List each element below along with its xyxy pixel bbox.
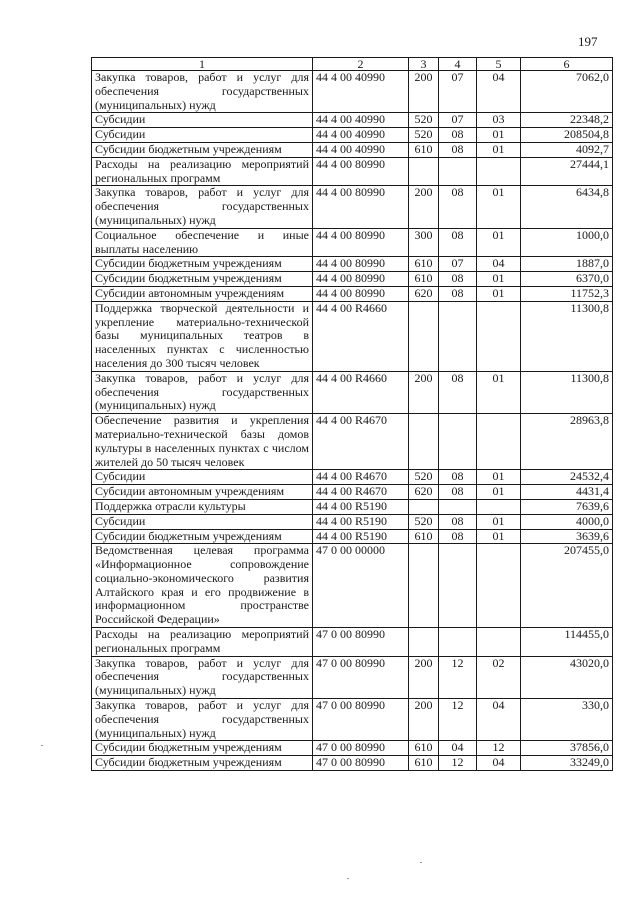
amount-cell: 6370,0 bbox=[521, 272, 613, 287]
table-row bbox=[92, 514, 613, 529]
column-header: 1 bbox=[92, 58, 313, 71]
target-code-cell: 44 4 00 R5190 bbox=[313, 514, 409, 529]
target-code-cell: 47 0 00 80990 bbox=[313, 628, 409, 657]
amount-cell: 208504,8 bbox=[521, 128, 613, 143]
table-row bbox=[92, 128, 613, 143]
subsection-cell: 04 bbox=[477, 756, 521, 771]
amount-cell: 1000,0 bbox=[521, 228, 613, 257]
expense-type-cell: 610 bbox=[409, 529, 439, 544]
table-row bbox=[92, 286, 613, 301]
subsection-cell bbox=[477, 301, 521, 371]
table-row bbox=[92, 371, 613, 413]
table-row bbox=[92, 113, 613, 128]
subsection-cell: 01 bbox=[477, 371, 521, 413]
table-row bbox=[92, 257, 613, 272]
amount-cell: 4431,4 bbox=[521, 485, 613, 500]
section-cell: 08 bbox=[439, 371, 477, 413]
amount-cell: 43020,0 bbox=[521, 656, 613, 698]
expense-type-cell: 520 bbox=[409, 470, 439, 485]
amount-cell: 37856,0 bbox=[521, 741, 613, 756]
row-name-cell: Субсидии бюджетным учреждениям bbox=[92, 741, 313, 756]
row-name-cell: Расходы на реализацию мероприятий региональных программ bbox=[92, 628, 313, 657]
row-name-cell: Закупка товаров, работ и услуг для обеспечения государственных (муниципальных) нужд bbox=[92, 71, 313, 113]
expense-type-cell: 300 bbox=[409, 228, 439, 257]
target-code-cell: 44 4 00 R5190 bbox=[313, 529, 409, 544]
subsection-cell bbox=[477, 499, 521, 514]
section-cell: 12 bbox=[439, 699, 477, 741]
subsection-cell bbox=[477, 157, 521, 186]
row-name-cell: Субсидии бюджетным учреждениям bbox=[92, 257, 313, 272]
target-code-cell: 44 4 00 40990 bbox=[313, 113, 409, 128]
target-code-cell: 47 0 00 80990 bbox=[313, 741, 409, 756]
amount-cell: 11752,3 bbox=[521, 286, 613, 301]
row-name-cell: Закупка товаров, работ и услуг для обеспечения государственных (муниципальных) нужд bbox=[92, 186, 313, 228]
expense-type-cell: 200 bbox=[409, 699, 439, 741]
subsection-cell bbox=[477, 414, 521, 470]
target-code-cell: 44 4 00 R5190 bbox=[313, 499, 409, 514]
section-cell: 08 bbox=[439, 142, 477, 157]
table-row bbox=[92, 656, 613, 698]
section-cell bbox=[439, 499, 477, 514]
amount-cell: 6434,8 bbox=[521, 186, 613, 228]
section-cell bbox=[439, 544, 477, 628]
subsection-cell: 02 bbox=[477, 656, 521, 698]
table-row bbox=[92, 186, 613, 228]
table-row bbox=[92, 301, 613, 371]
row-name-cell: Субсидии бюджетным учреждениям bbox=[92, 756, 313, 771]
row-name-cell: Поддержка отрасли культуры bbox=[92, 499, 313, 514]
section-cell: 12 bbox=[439, 756, 477, 771]
row-name-cell: Субсидии bbox=[92, 470, 313, 485]
target-code-cell: 44 4 00 R4660 bbox=[313, 301, 409, 371]
expense-type-cell: 200 bbox=[409, 371, 439, 413]
section-cell bbox=[439, 628, 477, 657]
subsection-cell: 03 bbox=[477, 113, 521, 128]
amount-cell: 207455,0 bbox=[521, 544, 613, 628]
expense-type-cell bbox=[409, 628, 439, 657]
amount-cell: 1887,0 bbox=[521, 257, 613, 272]
subsection-cell: 04 bbox=[477, 257, 521, 272]
amount-cell: 27444,1 bbox=[521, 157, 613, 186]
expense-type-cell: 610 bbox=[409, 741, 439, 756]
table-row bbox=[92, 414, 613, 470]
section-cell: 04 bbox=[439, 741, 477, 756]
scan-speck bbox=[41, 745, 43, 746]
table-row bbox=[92, 529, 613, 544]
row-name-cell: Закупка товаров, работ и услуг для обеспечения государственных (муниципальных) нужд bbox=[92, 656, 313, 698]
section-cell: 08 bbox=[439, 529, 477, 544]
section-cell: 08 bbox=[439, 470, 477, 485]
section-cell: 08 bbox=[439, 272, 477, 287]
column-header: 4 bbox=[439, 58, 477, 71]
scan-speck bbox=[420, 862, 422, 863]
section-cell: 07 bbox=[439, 113, 477, 128]
table-row bbox=[92, 741, 613, 756]
amount-cell: 114455,0 bbox=[521, 628, 613, 657]
expense-type-cell: 520 bbox=[409, 128, 439, 143]
table-row bbox=[92, 272, 613, 287]
section-cell bbox=[439, 301, 477, 371]
row-name-cell: Закупка товаров, работ и услуг для обеспечения государственных (муниципальных) нужд bbox=[92, 371, 313, 413]
table-row bbox=[92, 71, 613, 113]
target-code-cell: 44 4 00 40990 bbox=[313, 142, 409, 157]
amount-cell: 330,0 bbox=[521, 699, 613, 741]
section-cell: 08 bbox=[439, 128, 477, 143]
target-code-cell: 44 4 00 80990 bbox=[313, 228, 409, 257]
row-name-cell: Социальное обеспечение и иные выплаты населению bbox=[92, 228, 313, 257]
target-code-cell: 44 4 00 80990 bbox=[313, 157, 409, 186]
expense-type-cell: 610 bbox=[409, 142, 439, 157]
row-name-cell: Закупка товаров, работ и услуг для обеспечения государственных (муниципальных) нужд bbox=[92, 699, 313, 741]
target-code-cell: 47 0 00 80990 bbox=[313, 699, 409, 741]
subsection-cell: 01 bbox=[477, 529, 521, 544]
table-row bbox=[92, 699, 613, 741]
subsection-cell: 01 bbox=[477, 514, 521, 529]
expense-type-cell bbox=[409, 301, 439, 371]
row-name-cell: Субсидии бюджетным учреждениям bbox=[92, 272, 313, 287]
page-number: 197 bbox=[578, 34, 598, 49]
section-cell: 08 bbox=[439, 485, 477, 500]
budget-table bbox=[91, 57, 613, 771]
expense-type-cell bbox=[409, 499, 439, 514]
subsection-cell: 01 bbox=[477, 470, 521, 485]
amount-cell: 33249,0 bbox=[521, 756, 613, 771]
subsection-cell: 01 bbox=[477, 128, 521, 143]
column-header: 3 bbox=[409, 58, 439, 71]
section-cell: 08 bbox=[439, 514, 477, 529]
row-name-cell: Субсидии бюджетным учреждениям bbox=[92, 529, 313, 544]
table-row bbox=[92, 485, 613, 500]
table-row bbox=[92, 499, 613, 514]
target-code-cell: 47 0 00 80990 bbox=[313, 656, 409, 698]
section-cell bbox=[439, 157, 477, 186]
table-row bbox=[92, 470, 613, 485]
target-code-cell: 44 4 00 40990 bbox=[313, 71, 409, 113]
column-header: 6 bbox=[521, 58, 613, 71]
scan-speck bbox=[347, 878, 349, 879]
row-name-cell: Субсидии bbox=[92, 113, 313, 128]
row-name-cell: Расходы на реализацию мероприятий региональных программ bbox=[92, 157, 313, 186]
expense-type-cell: 200 bbox=[409, 186, 439, 228]
subsection-cell: 01 bbox=[477, 228, 521, 257]
section-cell: 12 bbox=[439, 656, 477, 698]
table-body bbox=[92, 71, 613, 771]
subsection-cell: 01 bbox=[477, 286, 521, 301]
expense-type-cell bbox=[409, 157, 439, 186]
subsection-cell: 01 bbox=[477, 186, 521, 228]
subsection-cell: 01 bbox=[477, 272, 521, 287]
expense-type-cell: 610 bbox=[409, 257, 439, 272]
column-number-row bbox=[92, 58, 613, 71]
table-row bbox=[92, 157, 613, 186]
section-cell: 07 bbox=[439, 71, 477, 113]
subsection-cell bbox=[477, 628, 521, 657]
column-header: 2 bbox=[313, 58, 409, 71]
amount-cell: 11300,8 bbox=[521, 301, 613, 371]
row-name-cell: Обеспечение развития и укрепления материально-технической базы домов культуры в населенных пунктах с числом жителей до 50 тысяч человек bbox=[92, 414, 313, 470]
subsection-cell bbox=[477, 544, 521, 628]
table-row bbox=[92, 544, 613, 628]
amount-cell: 24532,4 bbox=[521, 470, 613, 485]
table-row bbox=[92, 756, 613, 771]
target-code-cell: 44 4 00 40990 bbox=[313, 128, 409, 143]
row-name-cell: Субсидии автономным учреждениям bbox=[92, 485, 313, 500]
target-code-cell: 44 4 00 80990 bbox=[313, 257, 409, 272]
subsection-cell: 04 bbox=[477, 71, 521, 113]
expense-type-cell: 610 bbox=[409, 272, 439, 287]
target-code-cell: 44 4 00 R4660 bbox=[313, 371, 409, 413]
amount-cell: 11300,8 bbox=[521, 371, 613, 413]
table-row bbox=[92, 228, 613, 257]
row-name-cell: Поддержка творческой деятельности и укрепление материально-технической базы муниципальных театров в населенных пунктах с численностью населения до 300 тысяч человек bbox=[92, 301, 313, 371]
expense-type-cell: 620 bbox=[409, 286, 439, 301]
section-cell: 08 bbox=[439, 228, 477, 257]
row-name-cell: Ведомственная целевая программа «Информационное сопровождение социально-экономического развития Алтайского края и его продвижение в информационном пространстве Российской Федерации» bbox=[92, 544, 313, 628]
target-code-cell: 44 4 00 R4670 bbox=[313, 470, 409, 485]
target-code-cell: 47 0 00 80990 bbox=[313, 756, 409, 771]
amount-cell: 4000,0 bbox=[521, 514, 613, 529]
subsection-cell: 01 bbox=[477, 485, 521, 500]
target-code-cell: 44 4 00 80990 bbox=[313, 286, 409, 301]
expense-type-cell bbox=[409, 544, 439, 628]
section-cell: 08 bbox=[439, 286, 477, 301]
section-cell: 07 bbox=[439, 257, 477, 272]
expense-type-cell: 610 bbox=[409, 756, 439, 771]
expense-type-cell: 520 bbox=[409, 514, 439, 529]
amount-cell: 7639,6 bbox=[521, 499, 613, 514]
subsection-cell: 01 bbox=[477, 142, 521, 157]
amount-cell: 7062,0 bbox=[521, 71, 613, 113]
target-code-cell: 47 0 00 00000 bbox=[313, 544, 409, 628]
table-row bbox=[92, 628, 613, 657]
target-code-cell: 44 4 00 R4670 bbox=[313, 485, 409, 500]
amount-cell: 28963,8 bbox=[521, 414, 613, 470]
expense-type-cell: 200 bbox=[409, 656, 439, 698]
row-name-cell: Субсидии bbox=[92, 514, 313, 529]
column-header: 5 bbox=[477, 58, 521, 71]
expense-type-cell: 620 bbox=[409, 485, 439, 500]
section-cell bbox=[439, 414, 477, 470]
amount-cell: 22348,2 bbox=[521, 113, 613, 128]
subsection-cell: 12 bbox=[477, 741, 521, 756]
expense-type-cell: 520 bbox=[409, 113, 439, 128]
section-cell: 08 bbox=[439, 186, 477, 228]
row-name-cell: Субсидии бюджетным учреждениям bbox=[92, 142, 313, 157]
subsection-cell: 04 bbox=[477, 699, 521, 741]
row-name-cell: Субсидии bbox=[92, 128, 313, 143]
expense-type-cell bbox=[409, 414, 439, 470]
amount-cell: 3639,6 bbox=[521, 529, 613, 544]
row-name-cell: Субсидии автономным учреждениям bbox=[92, 286, 313, 301]
table-row bbox=[92, 142, 613, 157]
amount-cell: 4092,7 bbox=[521, 142, 613, 157]
target-code-cell: 44 4 00 R4670 bbox=[313, 414, 409, 470]
expense-type-cell: 200 bbox=[409, 71, 439, 113]
target-code-cell: 44 4 00 80990 bbox=[313, 272, 409, 287]
target-code-cell: 44 4 00 80990 bbox=[313, 186, 409, 228]
